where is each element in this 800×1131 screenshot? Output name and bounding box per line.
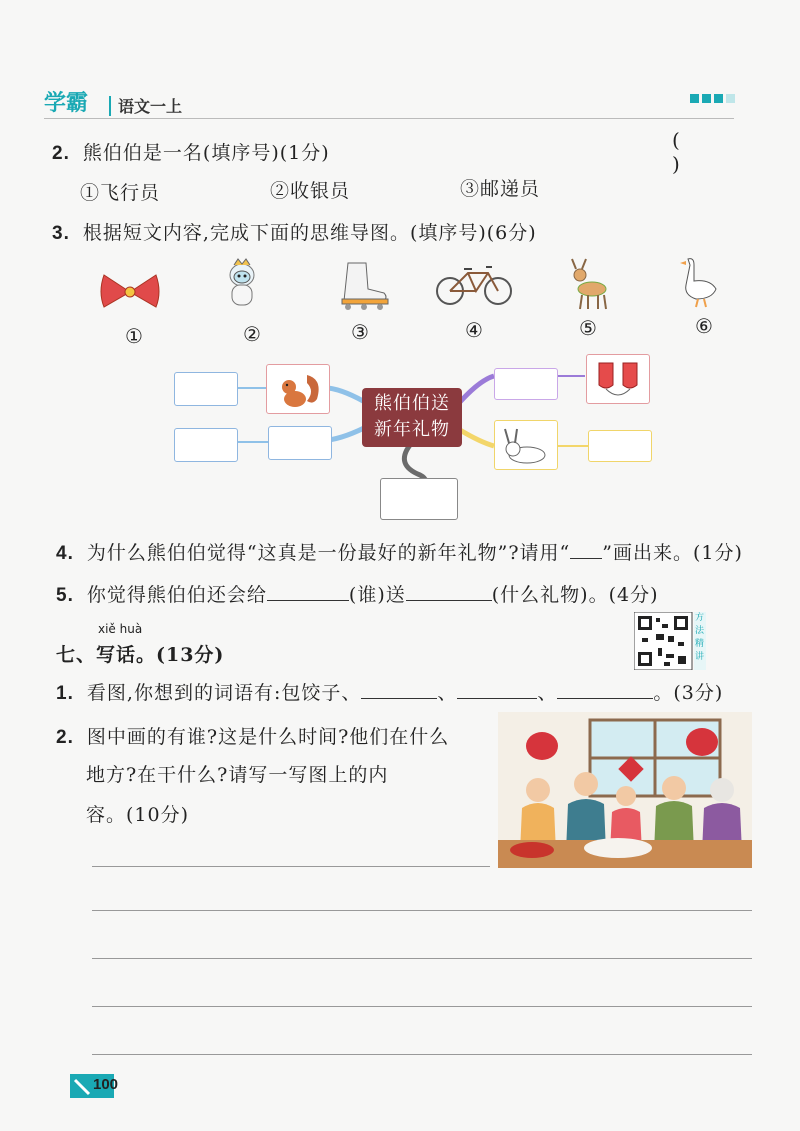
mindmap-center-node [362,388,462,447]
item-number: ⑤ [579,316,597,340]
answer-blank[interactable] [557,698,653,699]
mittens-picture-box [586,354,650,404]
option-1[interactable]: ①飞行员 [80,182,161,204]
item-number: ④ [465,318,483,342]
header-square-icon [726,94,735,103]
question-text: 根据短文内容,完成下面的思维导图。(填序号)(6分) [82,222,537,244]
mindmap-answer-box[interactable] [588,430,652,462]
writing-line[interactable] [92,910,752,911]
answer-paren[interactable]: ( ) [672,128,718,176]
rabbit-picture-box [494,420,558,470]
mindmap-answer-box[interactable] [174,372,238,406]
writing-question-1 [56,678,723,705]
question-2 [52,138,330,165]
question-text: 你觉得熊伯伯还会给 [86,584,267,606]
center-line: 新年礼物 [374,419,450,440]
answer-blank[interactable] [457,698,537,699]
writing-line[interactable] [92,1054,752,1055]
mindmap-answer-box[interactable] [494,368,558,400]
question-text: (什么礼物)。(4分) [491,584,659,606]
bow-icon [101,275,159,307]
question-text: 图中画的有谁?这是什么时间?他们在什么 [86,726,450,748]
roller-skate-icon [342,263,388,310]
brand-logo: 学霸 [44,91,89,116]
squirrel-picture-box [266,364,330,414]
qr-label: 方法精讲 [695,613,705,662]
header-square-icon [702,94,711,103]
family-dumpling-illustration [498,712,752,868]
book-title: 语文一上 [118,97,183,116]
robot-doll-icon [230,259,254,305]
answer-blank[interactable] [361,698,437,699]
question-number: 3. [52,223,70,244]
separator: 、 [537,682,558,704]
mindmap-answer-box[interactable] [174,428,238,462]
writing-line[interactable] [92,958,752,959]
writing-question-2 [56,722,449,749]
squirrel-icon [267,365,329,413]
goose-icon [680,259,716,307]
question-text: 。(3分) [653,682,724,704]
separator: 、 [437,682,458,704]
page-number: 100 [93,1076,119,1093]
mindmap-answer-box[interactable] [268,426,332,460]
question-text: 看图,你想到的词语有:包饺子、 [86,682,362,704]
question-text: 容。(10分) [86,804,190,826]
option-3[interactable]: ③邮递员 [460,178,541,200]
section-title: 七、写话。(13分) [56,644,225,666]
writing-line[interactable] [92,1006,752,1007]
item-number: ① [125,324,143,348]
mindmap-answer-box[interactable] [380,478,458,520]
gift-pictures [90,255,770,325]
question-number: 2. [52,143,70,164]
item-number: ⑥ [695,314,713,338]
rabbit-icon [495,421,557,469]
question-text: ”画出来。(1分) [602,542,743,564]
question-5 [56,580,659,607]
answer-blank[interactable] [406,600,492,601]
underline-sample [570,558,602,559]
item-number: ③ [351,320,369,344]
bicycle-icon [437,267,511,304]
center-line: 熊伯伯送 [374,393,450,414]
question-number: 5. [56,585,74,606]
mittens-icon [587,355,649,403]
question-text: 为什么熊伯伯觉得“这真是一份最好的新年礼物”?请用“ [86,542,571,564]
question-text: 地方?在干什么?请写一写图上的内 [86,764,389,786]
question-text: (谁)送 [348,584,406,606]
writing-line[interactable] [92,866,490,867]
item-number: ② [243,322,261,346]
question-4 [56,538,743,565]
header-square-icon [714,94,723,103]
question-number: 1. [56,683,74,704]
answer-blank[interactable] [267,600,349,601]
question-number: 2. [56,727,74,748]
header-square-icon [690,94,699,103]
option-2[interactable]: ②收银员 [270,180,351,202]
question-text: 熊伯伯是一名(填序号)(1分) [82,142,330,164]
deer-icon [572,259,606,309]
question-3 [52,218,537,245]
pinyin-annotation: xiě huà [98,622,143,636]
header-rule [44,118,734,119]
header-separator [109,96,111,116]
question-number: 4. [56,543,74,564]
pencil-icon [72,1076,92,1096]
